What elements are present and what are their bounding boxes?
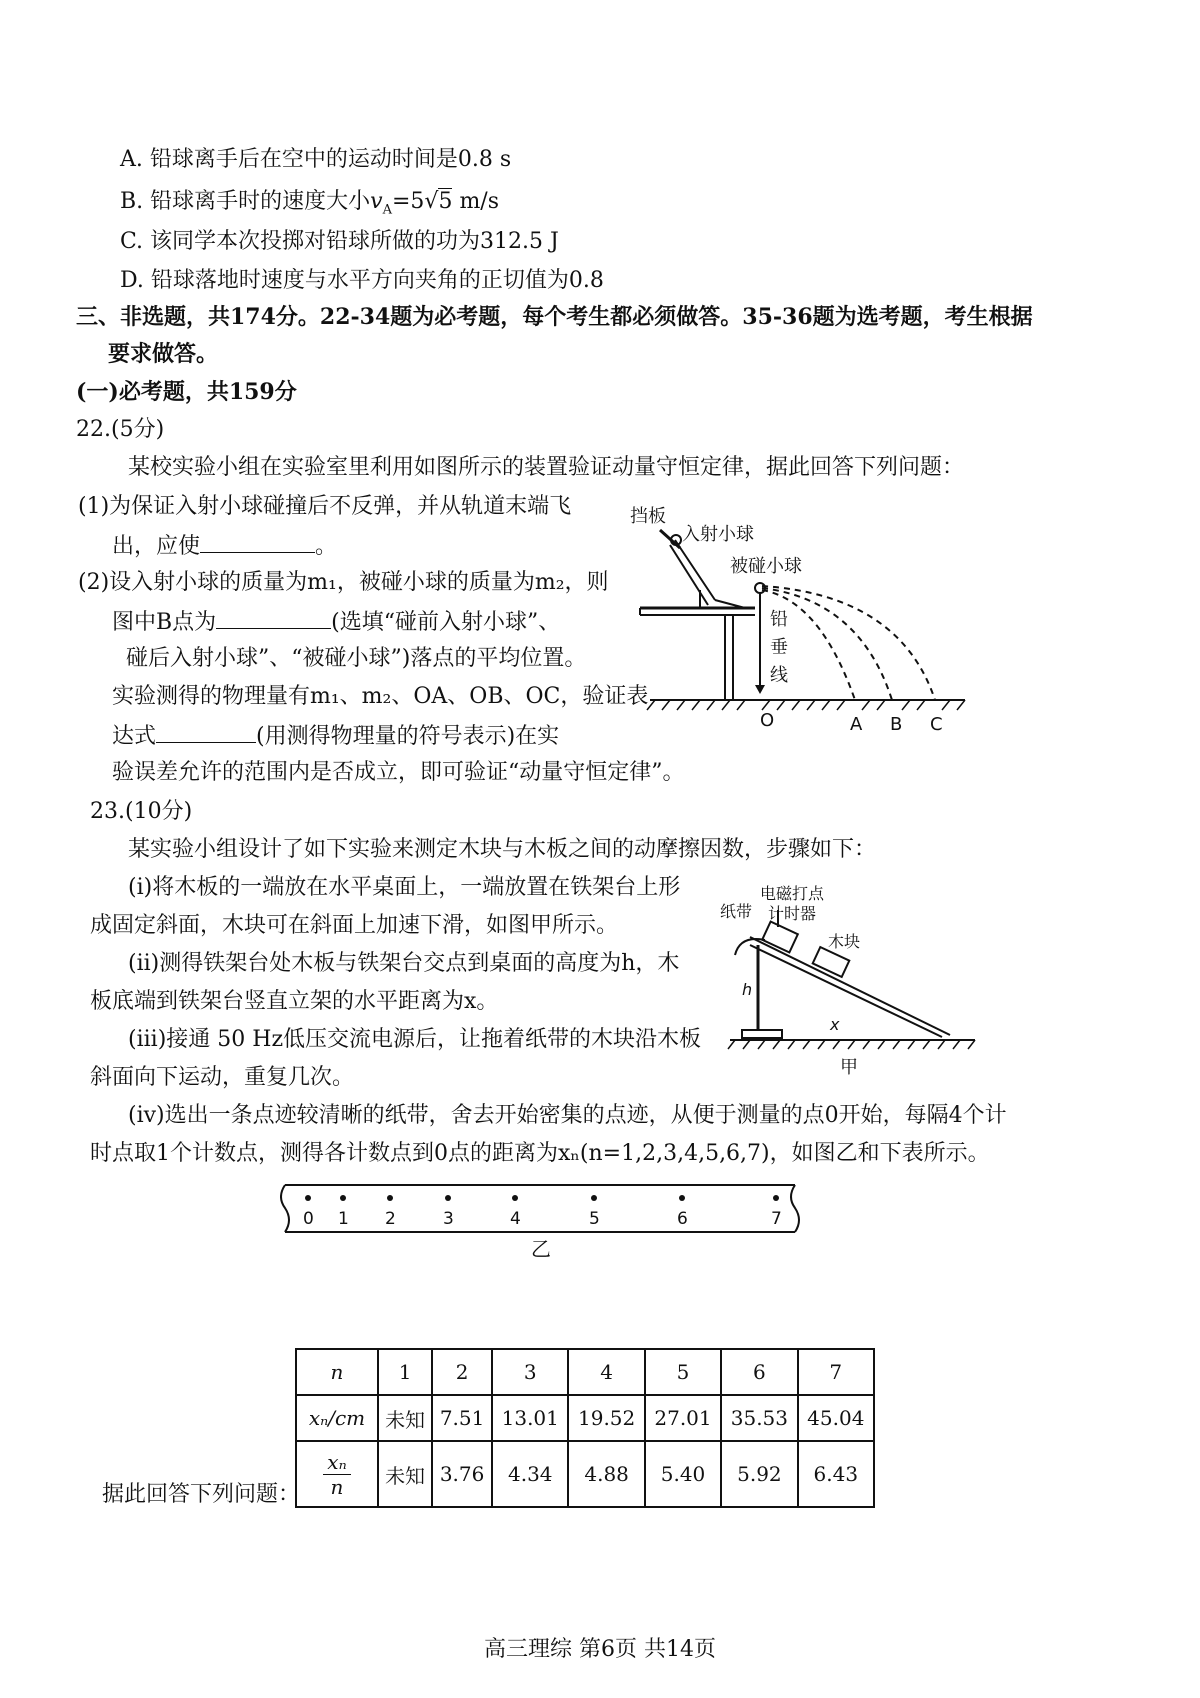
answer-blank-1[interactable] [200, 530, 315, 553]
option-b-var: v [370, 189, 383, 214]
ramp-line-lower [670, 545, 708, 605]
q22-p2-l4: 实验测得的物理量有m₁、m₂、OA、OB、OC，验证表 [112, 684, 649, 709]
tape-dot [512, 1195, 518, 1201]
tape-label: 纸带 [720, 902, 753, 921]
option-b [120, 187, 499, 225]
tape-point-label: 0 [303, 1209, 314, 1229]
tape-dot [340, 1195, 346, 1201]
option-b-sub: A [382, 202, 392, 218]
fraction-denominator: n [330, 1474, 344, 1499]
tape-point-label: 2 [385, 1209, 396, 1229]
sqrt-symbol: √ [424, 189, 439, 214]
option-a: A. 铅球离手后在空中的运动时间是0.8 s [120, 147, 512, 172]
q22-header: 22.(5分) [76, 417, 165, 442]
tape-point-label: 3 [443, 1209, 454, 1229]
tape-point-label: 6 [677, 1209, 688, 1229]
baffle-label: 挡板 [630, 506, 666, 527]
q22-p1-l1: (1)为保证入射小球碰撞后不反弹，并从轨道末端飞 [78, 494, 572, 519]
tape-dot [305, 1195, 311, 1201]
table-header-cell: 3 [492, 1349, 568, 1395]
table-cell: 未知 [378, 1395, 432, 1441]
q23-s3-l1: (iii)接通 50 Hz低压交流电源后，让拖着纸带的木块沿木板 [128, 1027, 702, 1052]
q22-p2-l2 [112, 606, 560, 638]
table-cell: 45.04 [798, 1395, 874, 1441]
q22-p1-l2-end: 。 [315, 534, 338, 559]
table-cell: 13.01 [492, 1395, 568, 1441]
q22-p2-l2-text: 图中B点为 [112, 610, 217, 635]
table-header-cell: n [296, 1349, 378, 1395]
plumb-label-2: 垂 [770, 637, 788, 658]
table-header-cell: 5 [645, 1349, 721, 1395]
table-cell: 35.53 [721, 1395, 797, 1441]
table-cell: 6.43 [798, 1441, 874, 1507]
q22-p2-l5-text: 达式 [112, 724, 157, 749]
plumb-arrow-icon [755, 685, 765, 694]
table-header-cell: 4 [568, 1349, 644, 1395]
table-header-cell: 6 [721, 1349, 797, 1395]
q22-p2-l6: 验误差允许的范围内是否成立，即可验证“动量守恒定律”。 [112, 760, 685, 785]
option-b-radicand: 5 [438, 189, 453, 214]
q22-p2-l5 [112, 720, 559, 752]
point-c-label: C [930, 714, 943, 735]
q22-p1-l2 [112, 530, 337, 562]
table-cell: 未知 [378, 1441, 432, 1507]
plumb-label-3: 线 [770, 665, 788, 686]
option-d: D. 铅球落地时速度与水平方向夹角的正切值为0.8 [120, 268, 604, 293]
point-o-label: O [760, 710, 775, 731]
tape-point-label: 1 [338, 1209, 349, 1229]
tape-caption: 乙 [531, 1237, 551, 1261]
tape-dot [387, 1195, 393, 1201]
incline-figure [720, 885, 980, 1080]
table-header-cell: 7 [798, 1349, 874, 1395]
fraction-numerator: xₙ [323, 1450, 350, 1475]
table-cell: 4.34 [492, 1441, 568, 1507]
q23-closing: 据此回答下列问题： [102, 1482, 301, 1507]
table-cell: 27.01 [645, 1395, 721, 1441]
option-b-text: B. 铅球离手时的速度大小 [120, 189, 371, 214]
option-b-mid: =5 [391, 189, 425, 214]
q22-p2-l5-end: (用测得物理量的符号表示)在实 [256, 724, 560, 749]
tape-dot [445, 1195, 451, 1201]
page-footer: 高三理综 第6页 共14页 [484, 1637, 716, 1662]
data-table [295, 1348, 875, 1508]
tape-point-label: 7 [771, 1209, 782, 1229]
x-label: x [830, 1015, 840, 1034]
point-a-label: A [850, 714, 863, 735]
table-cell: 19.52 [568, 1395, 644, 1441]
section3-line2: 要求做答。 [108, 341, 219, 367]
point-b-label: B [890, 714, 903, 735]
ramp-line-upper [675, 540, 715, 600]
q23-s2-l1: (ii)测得铁架台处木板与铁架台交点到桌面的高度为h，木 [128, 951, 680, 976]
row-label-fraction [296, 1441, 378, 1507]
timer-label-1: 电磁打点 [760, 885, 825, 903]
q23-s4-l2: 时点取1个计数点，测得各计数点到0点的距离为xₙ(n=1,2,3,4,5,6,7)，如图乙和下表所示。 [90, 1141, 990, 1166]
q22-intro: 某校实验小组在实验室里利用如图所示的装置验证动量守恒定律，据此回答下列问题： [128, 455, 965, 480]
section3-line1: 三、非选题，共174分。22-34题为必考题，每个考生都必须做答。35-36题为选考题，考生根据 [76, 304, 1033, 330]
table-header-cell: 1 [378, 1349, 432, 1395]
collision-apparatus-figure [630, 500, 970, 745]
h-label: h [742, 980, 753, 999]
incident-ball-label: 入射小球 [682, 524, 754, 545]
table-row [296, 1395, 874, 1441]
q23-s2-l2: 板底端到铁架台竖直立架的水平距离为x。 [90, 989, 499, 1014]
q23-s3-l2: 斜面向下运动，重复几次。 [90, 1065, 355, 1090]
q23-s4-l1: (iv)选出一条点迹较清晰的纸带，舍去开始密集的点迹，从便于测量的点0开始，每隔4个计 [128, 1103, 1007, 1128]
table-cell: 5.92 [721, 1441, 797, 1507]
tape-point-label: 5 [589, 1209, 600, 1229]
table-row [296, 1441, 874, 1507]
q23-s1-l1: (i)将木板的一端放在水平桌面上，一端放置在铁架台上形 [128, 875, 681, 900]
option-c: C. 该同学本次投掷对铅球所做的功为312.5 J [120, 229, 559, 254]
row-label-xn: xₙ/cm [296, 1395, 378, 1441]
option-b-unit: m/s [452, 189, 500, 214]
q22-p2-l2-end: (选填“碰前入射小球”、 [331, 610, 561, 635]
table-cell: 3.76 [432, 1441, 492, 1507]
q22-p1-l2-text: 出，应使 [112, 534, 201, 559]
answer-blank-3[interactable] [156, 720, 256, 743]
q23-header: 23.(10分) [90, 799, 193, 824]
figure-jia-caption: 甲 [840, 1057, 858, 1078]
table-header-row [296, 1349, 874, 1395]
timer-label-2: 计时器 [768, 904, 817, 923]
block-label: 木块 [828, 932, 861, 951]
tape-dot [773, 1195, 779, 1201]
table-cell: 5.40 [645, 1441, 721, 1507]
tape-dot [591, 1195, 597, 1201]
plumb-label-1: 铅 [770, 609, 788, 630]
q22-p2-l1: (2)设入射小球的质量为m₁，被碰小球的质量为m₂，则 [78, 570, 609, 595]
section3-sub: (一)必考题，共159分 [76, 379, 297, 405]
q22-p2-l3: 碰后入射小球”、“被碰小球”)落点的平均位置。 [126, 646, 587, 671]
tape-dot [679, 1195, 685, 1201]
q23-s1-l2: 成固定斜面，木块可在斜面上加速下滑，如图甲所示。 [90, 913, 619, 938]
target-ball-label: 被碰小球 [730, 556, 802, 577]
table-cell: 7.51 [432, 1395, 492, 1441]
table-cell: 4.88 [568, 1441, 644, 1507]
answer-blank-2[interactable] [216, 606, 331, 629]
tape-point-label: 4 [510, 1209, 521, 1229]
q23-intro: 某实验小组设计了如下实验来测定木块与木板之间的动摩擦因数，步骤如下： [128, 837, 877, 862]
table-header-cell: 2 [432, 1349, 492, 1395]
